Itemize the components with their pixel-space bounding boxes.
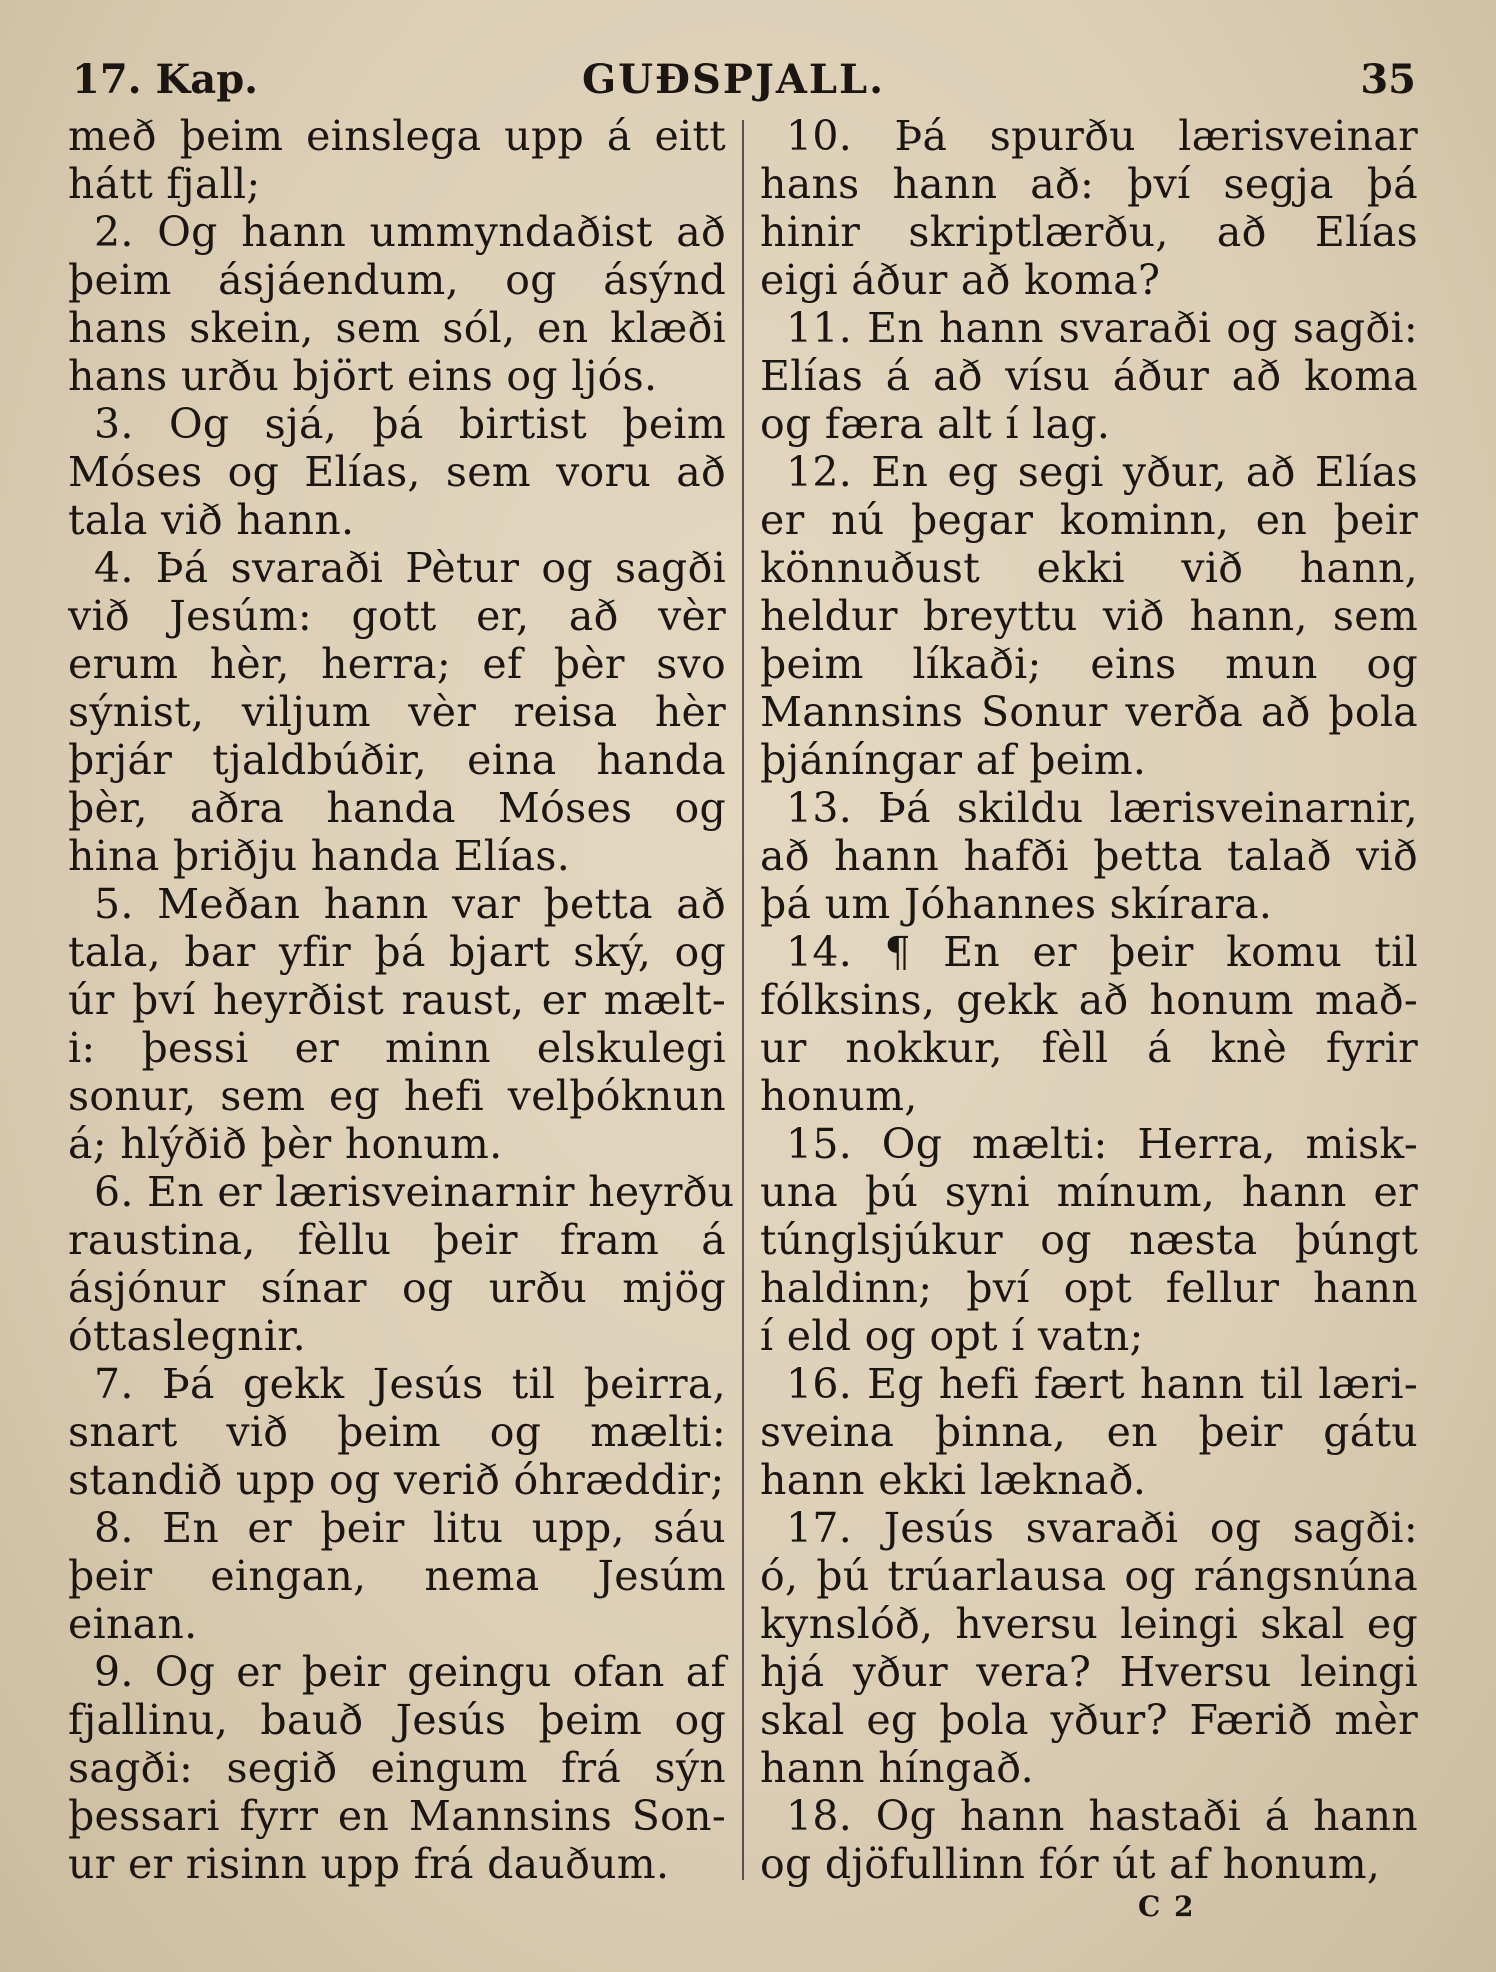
text-line: ur nokkur, fèll á knè fyrir [760, 1024, 1418, 1072]
text-line: 11. En hann svaraði og sagði: [786, 304, 1418, 352]
text-line: tala, bar yfir þá bjart ský, og [68, 928, 726, 976]
text-columns [68, 112, 1428, 1892]
text-line: hans urðu björt eins og ljós. [68, 352, 658, 400]
text-line: sýnist, viljum vèr reisa hèr [68, 688, 726, 736]
text-line: hjá yður vera? Hversu leingi [760, 1648, 1418, 1696]
text-line: hann híngað. [760, 1744, 1034, 1792]
text-line: sagði: segið eingum frá sýn [68, 1744, 726, 1792]
running-head [72, 52, 1416, 108]
text-line: una þú syni mínum, hann er [760, 1168, 1418, 1216]
text-line: 2. Og hann ummyndaðist að [94, 208, 726, 256]
text-line: Elías á að vísu áður að koma [760, 352, 1418, 400]
text-line: i: þessi er minn elskulegi [68, 1024, 726, 1072]
text-line: 15. Og mælti: Herra, misk- [786, 1120, 1418, 1168]
text-line: 3. Og sjá, þá birtist þeim [94, 400, 726, 448]
text-line: þeir eingan, nema Jesúm [68, 1552, 726, 1600]
text-line: fjallinu, bauð Jesús þeim og [68, 1696, 726, 1744]
text-line: þèr, aðra handa Móses og [68, 784, 726, 832]
text-line: og djöfullinn fór út af honum, [760, 1840, 1381, 1888]
text-line: túnglsjúkur og næsta þúngt [760, 1216, 1418, 1264]
text-line: ásjónur sínar og urðu mjög [68, 1264, 726, 1312]
text-line: 4. Þá svaraði Pètur og sagði [94, 544, 726, 592]
text-line: með þeim einslega upp á eitt [68, 112, 726, 160]
signature-mark: C 2 [1138, 1890, 1196, 1923]
text-line: óttaslegnir. [68, 1312, 306, 1360]
text-line: 9. Og er þeir geingu ofan af [94, 1648, 726, 1696]
text-line: könnuðust ekki við hann, [760, 544, 1418, 592]
text-line: að hann hafði þetta talað við [760, 832, 1418, 880]
text-line: við Jesúm: gott er, að vèr [68, 592, 726, 640]
text-line: fólksins, gekk að honum mað- [760, 976, 1418, 1024]
text-line: heldur breyttu við hann, sem [760, 592, 1418, 640]
text-line: tala við hann. [68, 496, 355, 544]
text-line: þeim líkaði; eins mun og [760, 640, 1418, 688]
text-line: ur er risinn upp frá dauðum. [68, 1840, 670, 1888]
text-line: standið upp og verið óhræddir; [68, 1456, 725, 1504]
text-line: er nú þegar kominn, en þeir [760, 496, 1418, 544]
text-line: 14. ¶ En er þeir komu til [786, 928, 1418, 976]
text-line: eigi áður að koma? [760, 256, 1161, 304]
text-line: 13. Þá skildu lærisveinarnir, [786, 784, 1418, 832]
chapter-label: 17. Kap. [72, 56, 259, 103]
text-line: þrjár tjaldbúðir, eina handa [68, 736, 726, 784]
text-line: þessari fyrr en Mannsins Son- [68, 1792, 726, 1840]
text-line: í eld og opt í vatn; [760, 1312, 1144, 1360]
text-line: þjáníngar af þeim. [760, 736, 1147, 784]
page-number: 35 [1360, 56, 1416, 103]
text-line: 6. En er lærisveinarnir heyrðu [94, 1168, 735, 1216]
right-column [760, 112, 1418, 1888]
left-column [68, 112, 735, 1888]
text-line: raustina, fèllu þeir fram á [68, 1216, 726, 1264]
text-line: ó, þú trúarlausa og rángsnúna [760, 1552, 1418, 1600]
book-title: GUÐSPJALL. [582, 56, 886, 103]
text-line: skal eg þola yður? Færið mèr [760, 1696, 1418, 1744]
text-line: hann ekki læknað. [760, 1456, 1147, 1504]
text-line: 18. Og hann hastaði á hann [786, 1792, 1418, 1840]
text-line: hans skein, sem sól, en klæði [68, 304, 726, 352]
text-line: Mannsins Sonur verða að þola [760, 688, 1418, 736]
text-line: einan. [68, 1600, 198, 1648]
text-line: sonur, sem eg hefi velþóknun [68, 1072, 726, 1120]
text-line: haldinn; því opt fellur hann [760, 1264, 1418, 1312]
text-line: þeim ásjáendum, og ásýnd [68, 256, 726, 304]
text-line: 16. Eg hefi fært hann til læri- [786, 1360, 1418, 1408]
text-line: kynslóð, hversu leingi skal eg [760, 1600, 1418, 1648]
column-divider [742, 120, 744, 1880]
text-line: 5. Meðan hann var þetta að [94, 880, 726, 928]
text-line: Móses og Elías, sem voru að [68, 448, 726, 496]
text-line: 17. Jesús svaraði og sagði: [786, 1504, 1418, 1552]
text-line: 10. Þá spurðu lærisveinar [786, 112, 1418, 160]
text-line: þá um Jóhannes skírara. [760, 880, 1273, 928]
text-line: og færa alt í lag. [760, 400, 1111, 448]
text-line: 12. En eg segi yður, að Elías [786, 448, 1418, 496]
text-line: hina þriðju handa Elías. [68, 832, 571, 880]
text-line: honum, [760, 1072, 918, 1120]
text-line: hátt fjall; [68, 160, 261, 208]
text-line: hinir skriptlærðu, að Elías [760, 208, 1418, 256]
text-line: sveina þinna, en þeir gátu [760, 1408, 1418, 1456]
text-line: úr því heyrðist raust, er mælt- [68, 976, 726, 1024]
text-line: snart við þeim og mælti: [68, 1408, 726, 1456]
text-line: hans hann að: því segja þá [760, 160, 1418, 208]
text-line: 7. Þá gekk Jesús til þeirra, [94, 1360, 726, 1408]
text-line: erum hèr, herra; ef þèr svo [68, 640, 726, 688]
text-line: 8. En er þeir litu upp, sáu [94, 1504, 726, 1552]
text-line: á; hlýðið þèr honum. [68, 1120, 503, 1168]
